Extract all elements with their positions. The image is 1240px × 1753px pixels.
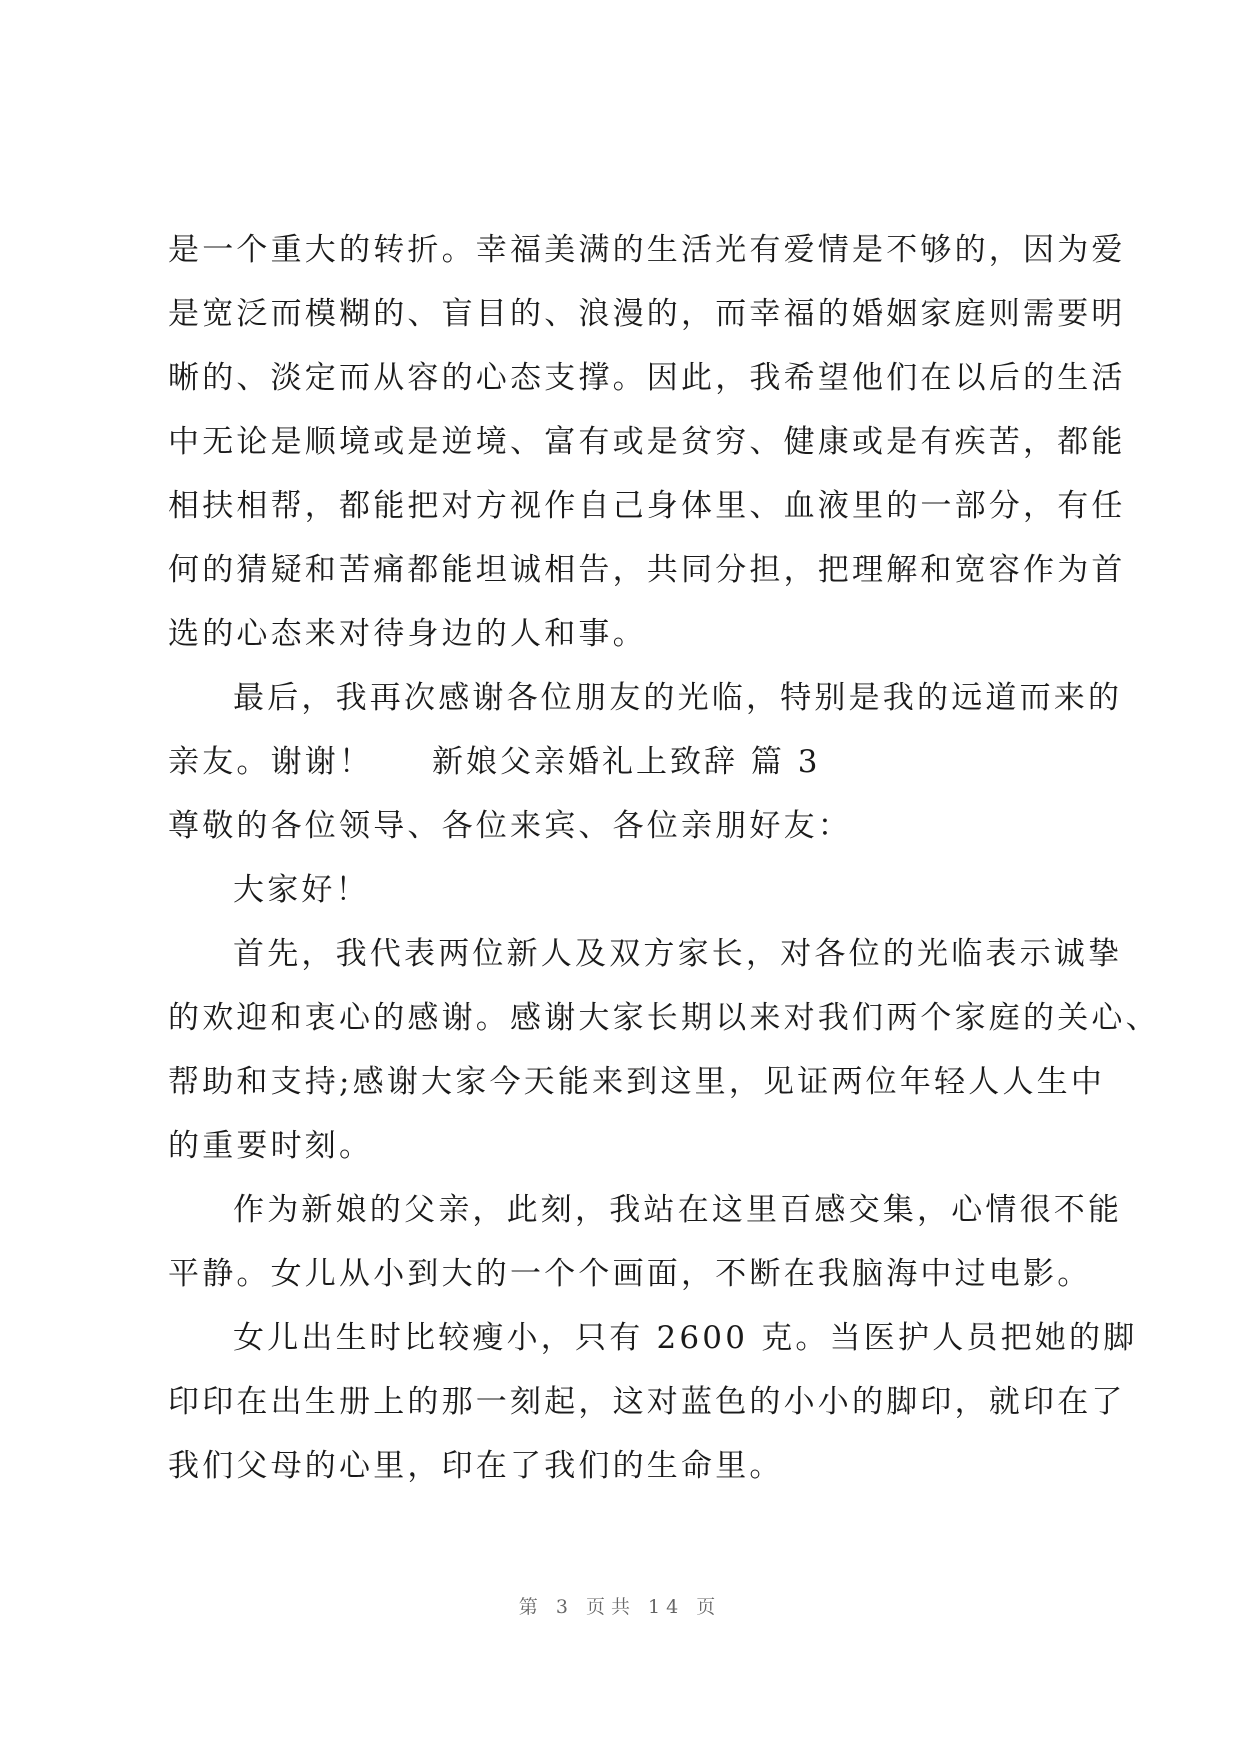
text-line: 何的猜疑和苦痛都能坦诚相告，共同分担，把理解和宽容作为首 — [168, 552, 1126, 588]
text-line: 我们父母的心里，印在了我们的生命里。 — [168, 1448, 784, 1484]
text-line: 作为新娘的父亲，此刻，我站在这里百感交集，心情很不能 — [233, 1192, 1123, 1228]
text-line: 是一个重大的转折。幸福美满的生活光有爱情是不够的，因为爱 — [168, 232, 1126, 268]
text-line: 帮助和支持;感谢大家今天能来到这里，见证两位年轻人人生中 — [168, 1064, 1106, 1100]
text-line: 最后，我再次感谢各位朋友的光临，特别是我的远道而来的 — [233, 680, 1123, 716]
text-line: 选的心态来对待身边的人和事。 — [168, 616, 647, 652]
text-line: 相扶相帮，都能把对方视作自己身体里、血液里的一部分，有任 — [168, 488, 1126, 524]
text-line: 晰的、淡定而从容的心态支撑。因此，我希望他们在以后的生活 — [168, 360, 1126, 396]
salutation: 尊敬的各位领导、各位来宾、各位亲朋好友： — [168, 808, 852, 844]
text-line: 首先，我代表两位新人及双方家长，对各位的光临表示诚挚 — [233, 936, 1123, 972]
text-line: 女儿出生时比较瘦小，只有 2600 克。当医护人员把她的脚 — [233, 1320, 1138, 1356]
text-line: 的欢迎和衷心的感谢。感谢大家长期以来对我们两个家庭的关心、 — [168, 1000, 1160, 1036]
text-line: 平静。女儿从小到大的一个个画面，不断在我脑海中过电影。 — [168, 1256, 1092, 1292]
section-title: 新娘父亲婚礼上致辞 篇 3 — [432, 744, 821, 780]
text-line: 是宽泛而模糊的、盲目的、浪漫的，而幸福的婚姻家庭则需要明 — [168, 296, 1126, 332]
page-number-footer: 第 3 页共 14 页 — [518, 1596, 722, 1618]
text-line: 印印在出生册上的那一刻起，这对蓝色的小小的脚印，就印在了 — [168, 1384, 1126, 1420]
text-line: 的重要时刻。 — [168, 1128, 374, 1164]
text-line: 中无论是顺境或是逆境、富有或是贫穷、健康或是有疾苦，都能 — [168, 424, 1126, 460]
greeting: 大家好！ — [233, 872, 370, 908]
text-line: 亲友。谢谢！ — [168, 744, 374, 780]
